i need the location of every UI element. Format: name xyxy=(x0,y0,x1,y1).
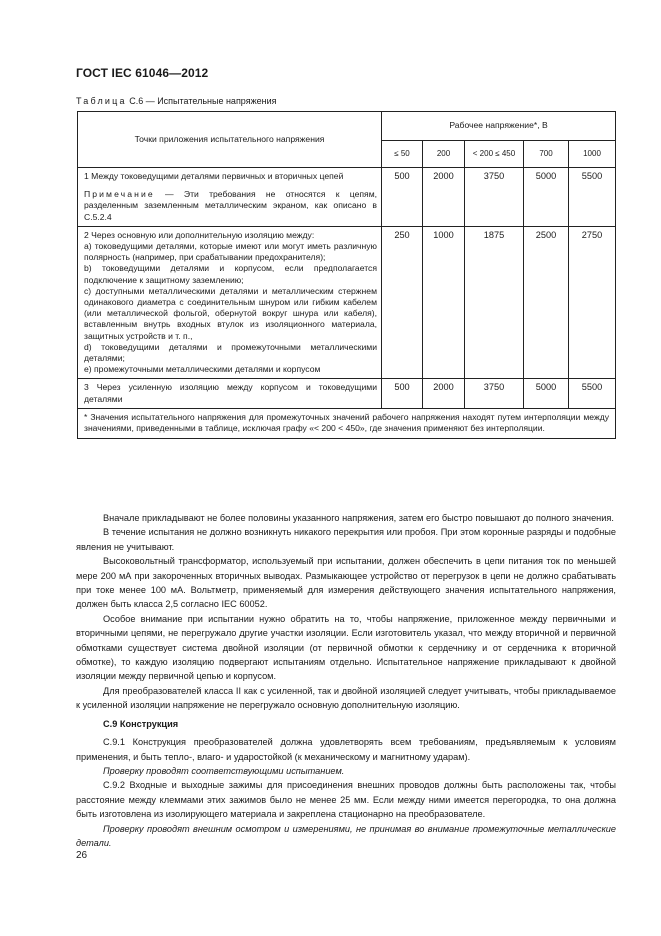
body-text xyxy=(76,511,616,850)
value-cell: 1000 xyxy=(423,226,465,379)
paragraph: С.9.2 Входные и выходные зажимы для присоединения внешних проводов должны быть расположены так, чтобы расстояние между клеммами этих зажимов было не менее 25 мм. Если между ними имеется перегородка, то она должна быть изготовлена из изолирующего материала и закреплена стационарно на преобразователе. xyxy=(76,780,616,820)
table-caption-label: Таблица xyxy=(76,96,127,106)
row-2-line: b) токоведущими деталями и корпусом, если предполагается подключение к защитному заземлению; xyxy=(84,263,377,285)
row-2-line: d) токоведущими деталями и промежуточными металлическими деталями; xyxy=(84,341,377,364)
row-2-line: 2 Через основную или дополнительную изоляцию между: xyxy=(84,229,315,240)
col-header-working-voltage: Рабочее напряжение*, В xyxy=(382,112,616,141)
col-header-voltage: 1000 xyxy=(569,141,616,168)
row-2-description xyxy=(78,226,382,379)
section-heading: С.9 Конструкция xyxy=(103,718,179,729)
table-header-row xyxy=(78,112,616,141)
col-header-voltage: 200 xyxy=(423,141,465,168)
row-3-description xyxy=(78,379,382,408)
table-row xyxy=(78,379,616,408)
paragraph: С.9.1 Конструкция преобразователей должна удовлетворять всем требованиям, предъявляемым к условиям применения, и быть тепло-, влаго- и ударостойкой (к механическому и магнитному ударам). xyxy=(76,737,616,762)
table-footnote: * Значения испытательного напряжения для промежуточных значений рабочего напряжения находят путем интерполяции между значениями, приведенными в таблице, исключая графу «< 200 < 450», где значения применяют без интерполяции. xyxy=(78,408,616,438)
value-cell: 2000 xyxy=(423,168,465,227)
value-cell: 2500 xyxy=(524,226,569,379)
paragraph: Вначале прикладывают не более половины указанного напряжения, затем его быстро повышают до полного значения. xyxy=(103,513,614,523)
paragraph: Высоковольтный трансформатор, используемый при испытании, должен обеспечить в цепи питания ток по меньшей мере 200 мА при закороченных вторичных выводах. Размыкающее устройство от перегрузок в цепи не должно срабатывать при токе менее 100 мА. Вольтметр, применяемый для измерения действующего значения испытательного напряжения, должен быть класса 2,5 согласно IEC 60052. xyxy=(76,556,616,610)
row-2-line: c) доступными металлическими деталями и металлическим стержнем одинакового диаметра с соединительным шнуром или гибким кабелем (или металлической фольгой, обернутой вокруг шнура или кабеля), вставленным внутрь входных втулок из изоляционного материала, защитных устройств и т. п., xyxy=(84,285,377,341)
test-voltage-table xyxy=(77,111,616,439)
row-1-note xyxy=(84,189,377,223)
value-cell: 500 xyxy=(382,168,423,227)
paragraph-italic: Проверку проводят соответствующими испытанием. xyxy=(103,765,345,776)
value-cell: 3750 xyxy=(465,379,524,408)
standard-header: ГОСТ IEC 61046—2012 xyxy=(76,66,209,80)
note-label: Примечание xyxy=(84,189,155,200)
row-2-line: e) промежуточными металлическими деталями и корпусом xyxy=(84,364,321,375)
table-row xyxy=(78,226,616,379)
value-cell: 5500 xyxy=(569,168,616,227)
paragraph: Особое внимание при испытании нужно обратить на то, чтобы напряжение, приложенное между первичными и вторичными цепями, не перегружало другие участки изоляции. Если изготовитель указал, что между вторичной и первичной обмотками существует система двойной изоляции (от первичной обмотки к сердечнику и от сердечника к вторичной обмотке), то каждую изоляцию подвергают испытаниям отдельно. Испытательное напряжение прикладывают к двойной изоляции между первичной цепью и корпусом. xyxy=(76,613,616,682)
row-2-line: a) токоведущими деталями, которые имеют или могут иметь различную полярность (например, при срабатывании предохранителя); xyxy=(84,241,377,263)
paragraph-italic: Проверку проводят внешним осмотром и измерениями, не принимая во внимание промежуточные металлические детали. xyxy=(76,823,616,848)
value-cell: 250 xyxy=(382,226,423,379)
value-cell: 5500 xyxy=(569,379,616,408)
col-header-points: Точки приложения испытательного напряжения xyxy=(78,112,382,168)
table-caption-text: С.6 — Испытательные напряжения xyxy=(126,96,277,106)
col-header-voltage: ≤ 50 xyxy=(382,141,423,168)
value-cell: 5000 xyxy=(524,379,569,408)
col-header-voltage: 700 xyxy=(524,141,569,168)
value-cell: 500 xyxy=(382,379,423,408)
value-cell: 2750 xyxy=(569,226,616,379)
row-3-text: 3 Через усиленную изоляцию между корпусом и токоведущими деталями xyxy=(84,382,377,404)
paragraph: В течение испытания не должно возникнуть никакого перекрытия или пробоя. При этом коронные разряды и подобные явления не учитывают. xyxy=(76,527,616,552)
note-text: — Эти требования не относятся к цепям, разделенным заземленным металлическим экраном, как описано в С.5.2.4 xyxy=(84,189,378,222)
paragraph: Для преобразователей класса II как с усиленной, так и двойной изоляцией следует учитывать, чтобы прикладываемое к усиленной изоляции напряжение не перегружало основную дополнительную изоляцию. xyxy=(76,685,616,711)
value-cell: 2000 xyxy=(423,379,465,408)
table-footnote-row xyxy=(78,408,616,438)
table-caption xyxy=(76,96,277,106)
row-1-description xyxy=(78,168,382,227)
row-1-text: 1 Между токоведущими деталями первичных и вторичных цепей xyxy=(84,171,344,181)
col-header-voltage: < 200 ≤ 450 xyxy=(465,141,524,168)
value-cell: 5000 xyxy=(524,168,569,227)
page-number: 26 xyxy=(76,850,88,861)
table-row xyxy=(78,168,616,227)
value-cell: 1875 xyxy=(465,226,524,379)
value-cell: 3750 xyxy=(465,168,524,227)
